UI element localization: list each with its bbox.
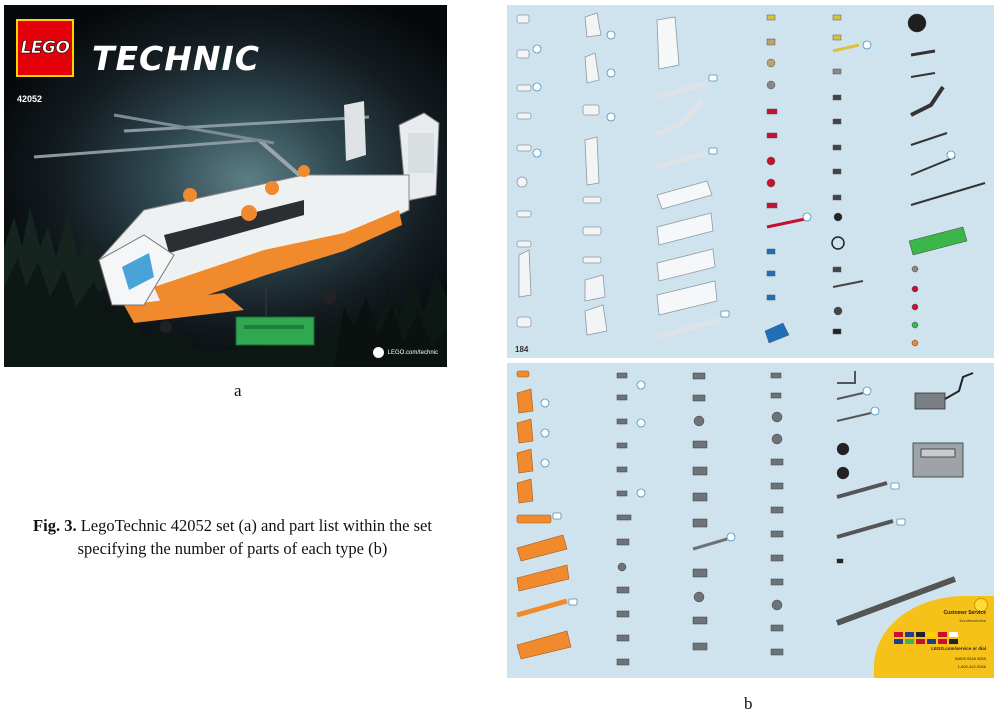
figure-caption <box>5 514 460 560</box>
lego-logo-text: LEGO <box>20 38 70 58</box>
customer-service-subtitle: Kundenservice <box>959 618 986 623</box>
customer-service-phone-1: 00800 5346 5555 <box>954 656 986 661</box>
lego-logo <box>16 19 74 77</box>
parts-list-page-top <box>507 5 994 358</box>
country-flags <box>894 632 964 644</box>
caption-text: LegoTechnic 42052 set (a) and part list within the set specifying the number of parts of each type (b) <box>77 516 432 558</box>
customer-service-website: LEGO.com/service or dial <box>931 646 986 651</box>
panel-label-b: b <box>744 694 753 713</box>
page-number: 184 <box>515 345 529 354</box>
set-number: 42052 <box>17 94 43 104</box>
lego-technic-box-art <box>4 5 447 367</box>
technic-wordmark: TECHNIC <box>92 39 261 78</box>
customer-service-title: Customer Service <box>943 610 986 616</box>
parts-grid-top <box>507 5 994 358</box>
caption-prefix: Fig. 3. <box>33 516 77 535</box>
parts-list-page-bottom <box>507 363 994 678</box>
web-badge <box>373 347 438 358</box>
panel-label-a: a <box>234 381 242 400</box>
web-badge-text: LEGO.com/technic <box>387 349 438 356</box>
customer-service-phone-2: 1-800-422-5346 <box>957 664 986 669</box>
globe-icon <box>373 347 384 358</box>
